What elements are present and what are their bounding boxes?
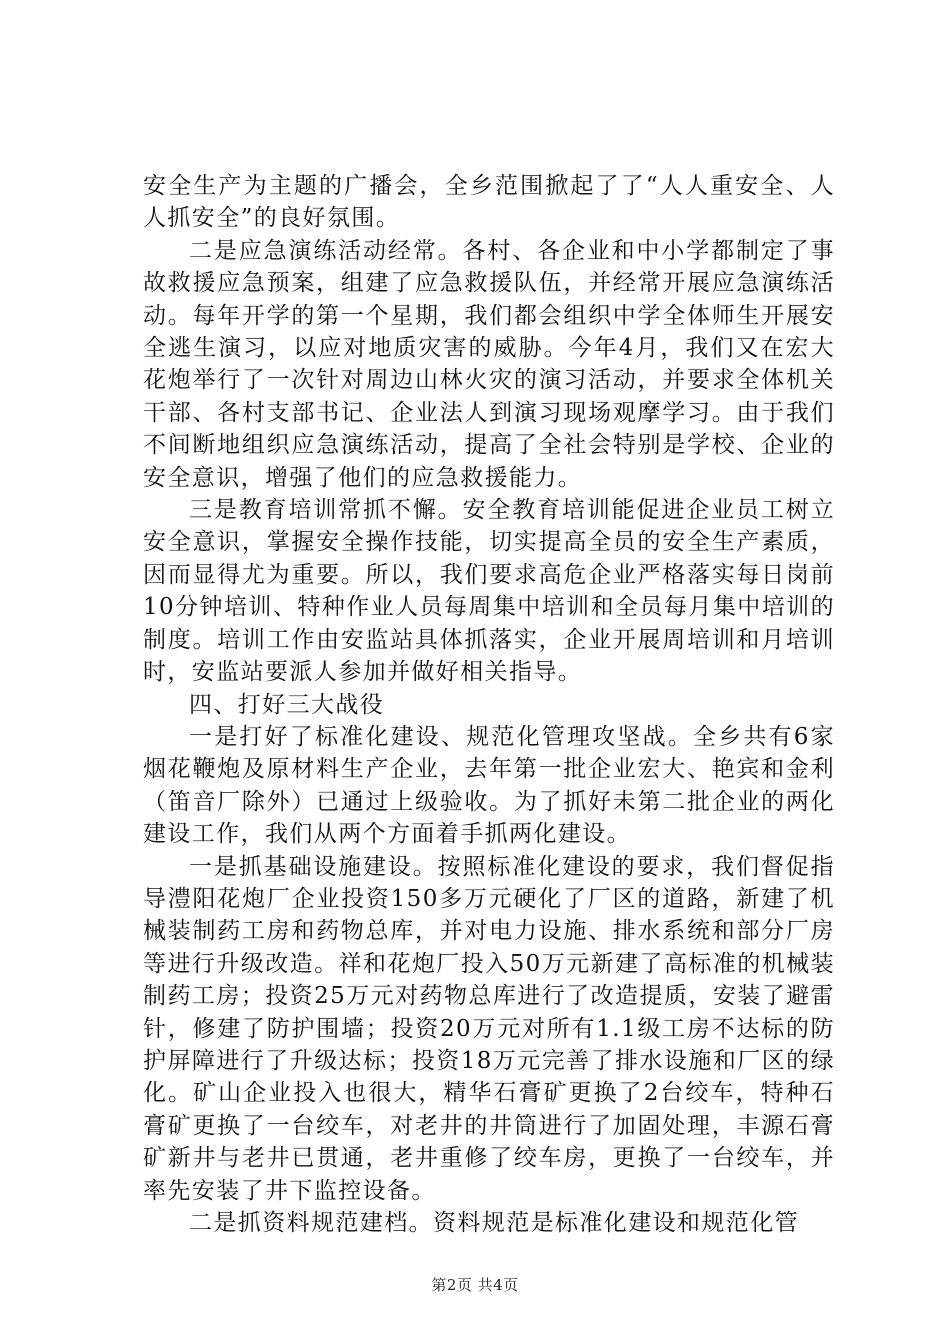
page-footer: 第2页 共4页 (431, 1276, 519, 1294)
paragraph-2: 二是应急演练活动经常。各村、各企业和中小学都制定了事故救援应急预案，组建了应急救援队伍，并经常开展应急演练活动。每年开学的第一个星期，我们都会组织中学全体师生开展安全逃生演习，以应对地质灾害的威胁。今年4月，我们又在宏大花炮举行了一次针对周边山林火灾的演习活动，并要求全体机关干部、各村支部书记、企业法人到演习现场观摩学习。由于我们不间断地组织应急演练活动，提高了全社会特别是学校、企业的安全意识，增强了他们的应急救援能力。 (143, 237, 835, 491)
paragraph-4: 一是打好了标准化建设、规范化管理攻坚战。全乡共有6家烟花鞭炮及原材料生产企业，去年第一批企业宏大、艳宾和金利（笛音厂除外）已通过上级验收。为了抓好未第二批企业的两化建设工作，我们从两个方面着手抓两化建设。 (143, 723, 835, 848)
paragraph-6: 二是抓资料规范建档。资料规范是标准化建设和规范化管 (189, 1210, 799, 1236)
document-body (143, 170, 835, 1239)
paragraph-3: 三是教育培训常抓不懈。安全教育培训能促进企业员工树立安全意识，掌握安全操作技能，切实提高全员的安全生产素质，因而显得尤为重要。所以，我们要求高危企业严格落实每日岗前10分钟培训、特种作业人员每周集中培训和全员每月集中培训的制度。培训工作由安监站具体抓落实，企业开展周培训和月培训时，安监站要派人参加并做好相关指导。 (143, 497, 835, 686)
paragraph-1: 安全生产为主题的广播会，全乡范围掀起了了“人人重安全、人人抓安全”的良好氛围。 (143, 173, 835, 232)
section-heading: 四、打好三大战役 (189, 691, 385, 718)
paragraph-5: 一是抓基础设施建设。按照标准化建设的要求，我们督促指导澧阳花炮厂企业投资150多万元硬化了厂区的道路，新建了机械装制药工房和药物总库，并对电力设施、排水系统和部分厂房等进行升级改造。祥和花炮厂投入50万元新建了高标准的机械装制药工房；投资25万元对药物总库进行了改造提质，安装了避雷针，修建了防护围墙；投资20万元对所有1.1级工房不达标的防护屏障进行了升级达标；投资18万元完善了排水设施和厂区的绿化。矿山企业投入也很大，精华石膏矿更换了2台绞车，特种石膏矿更换了一台绞车，对老井的井筒进行了加固处理，丰源石膏矿新井与老井已贯通，老井重修了绞车房，更换了一台绞车，并率先安装了井下监控设备。 (143, 853, 835, 1204)
